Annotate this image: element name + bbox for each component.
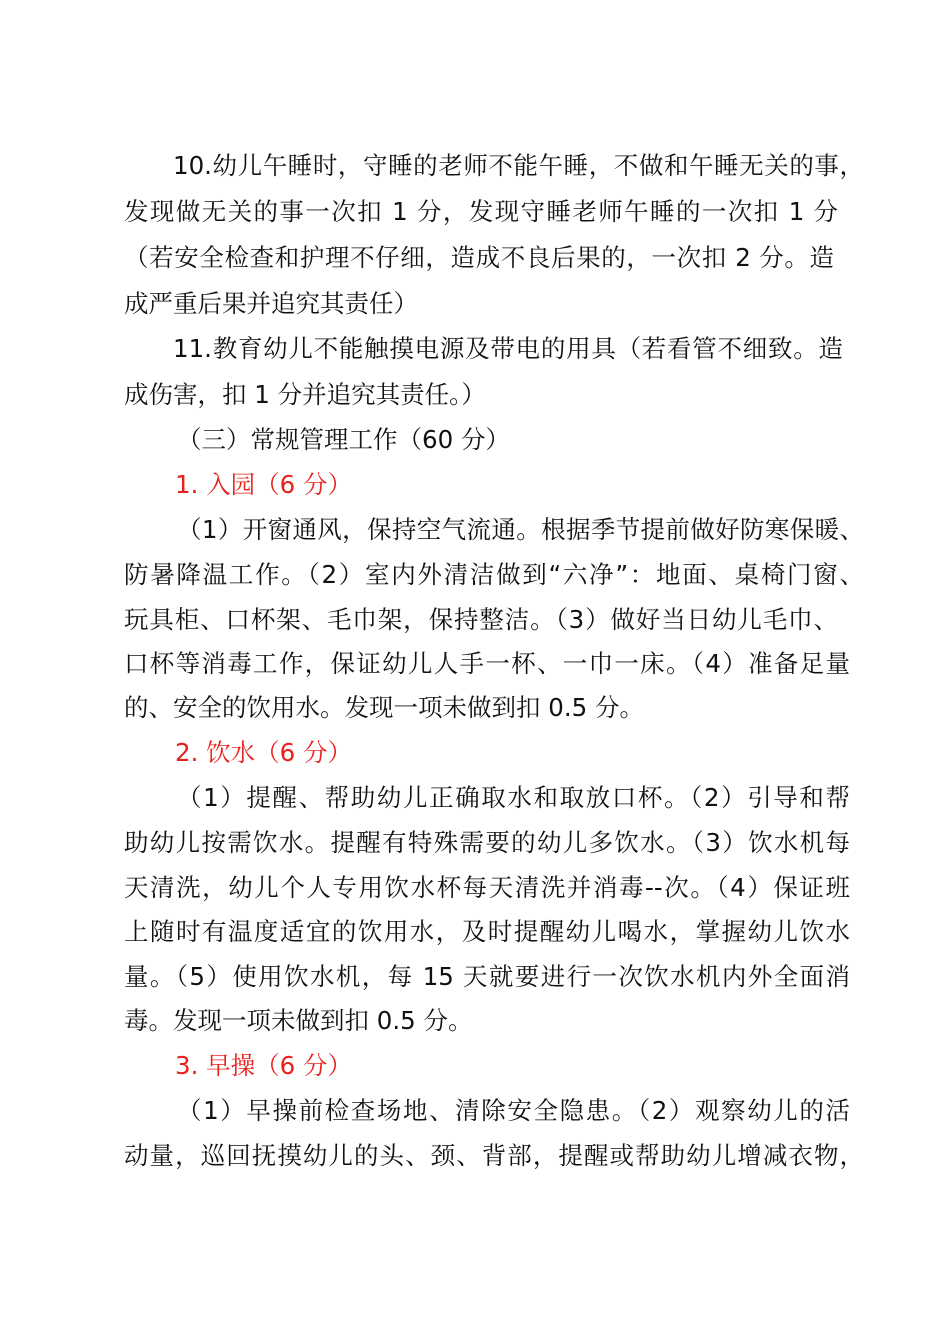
item10-line4: 成严重后果并追究其责任）: [124, 289, 418, 318]
item10-line3: （若安全检查和护理不仔细，造成不良后果的，一次扣 2 分。造: [124, 243, 834, 272]
water-line2: 助幼儿按需饮水。提醒有特殊需要的幼儿多饮水。（3）饮水机每: [124, 828, 850, 857]
water-line3: 天清洗，幼儿个人专用饮水杯每天清洗并消毒--次。（4）保证班: [124, 873, 850, 902]
entry-line2: 防暑降温工作。（2）室内外清洁做到“六净”：地面、桌椅门窗、: [124, 560, 864, 589]
exercise-line2: 动量，巡回抚摸幼儿的头、颈、背部，提醒或帮助幼儿增减衣物，: [124, 1141, 864, 1170]
item10-line1: 10.幼儿午睡时，守睡的老师不能午睡，不做和午睡无关的事，: [173, 151, 864, 180]
entry-line1: （1）开窗通风，保持空气流通。根据季节提前做好防寒保暖、: [177, 515, 864, 544]
exercise-line1: （1）早操前检查场地、清除安全隐患。（2）观察幼儿的活: [177, 1096, 850, 1125]
item10-line2: 发现做无关的事一次扣 1 分，发现守睡老师午睡的一次扣 1 分: [124, 197, 838, 226]
water-line5: 量。（5）使用饮水机，每 15 天就要进行一次饮水机内外全面消: [124, 962, 850, 991]
section-title: （三）常规管理工作（60 分）: [177, 425, 510, 454]
water-line6: 毒。发现一项未做到扣 0.5 分。: [124, 1006, 473, 1035]
item11-line2: 成伤害，扣 1 分并追究其责任。）: [124, 380, 486, 409]
entry-line4: 口杯等消毒工作，保证幼儿人手一杯、一巾一床。（4）准备足量: [124, 649, 850, 678]
heading-water: 2. 饮水（6 分）: [175, 738, 353, 767]
item11-line1: 11.教育幼儿不能触摸电源及带电的用具（若看管不细致。造: [173, 334, 843, 363]
water-line1: （1）提醒、帮助幼儿正确取水和取放口杯。（2）引导和帮: [177, 783, 850, 812]
entry-line5: 的、安全的饮用水。发现一项未做到扣 0.5 分。: [124, 693, 645, 722]
water-line4: 上随时有温度适宜的饮用水，及时提醒幼儿喝水，掌握幼儿饮水: [124, 917, 850, 946]
entry-line3: 玩具柜、口杯架、毛巾架，保持整洁。（3）做好当日幼儿毛巾、: [124, 605, 838, 634]
heading-entry: 1. 入园（6 分）: [175, 470, 353, 499]
heading-morning-exercise: 3. 早操（6 分）: [175, 1051, 353, 1080]
